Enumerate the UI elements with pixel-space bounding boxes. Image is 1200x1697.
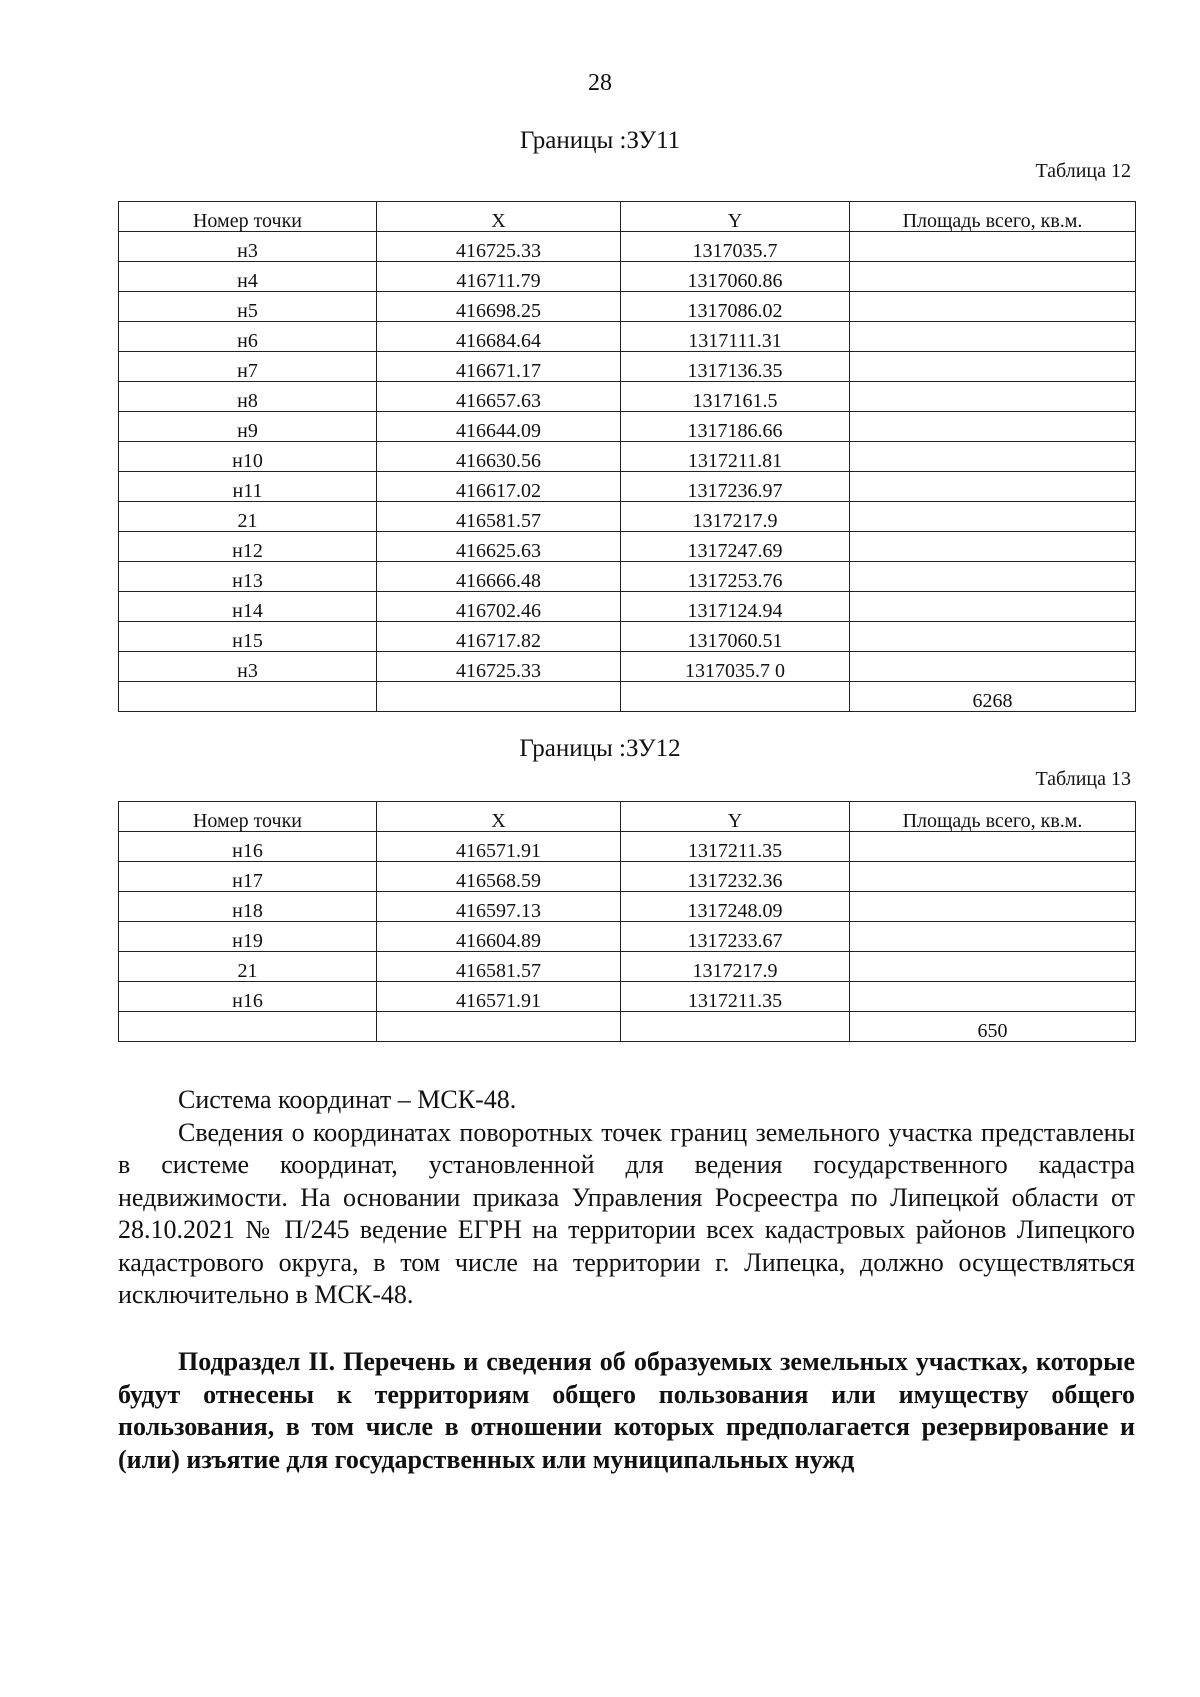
cell-text: 1317111.31 [688, 330, 782, 352]
table-cell [119, 262, 377, 292]
cell-text: 416581.57 [456, 510, 541, 532]
cell-text: 1317211.81 [687, 450, 783, 472]
table-cell [621, 982, 850, 1012]
table-header-row [119, 802, 1136, 832]
cell-text: 6268 [972, 690, 1013, 712]
table-cell [119, 892, 377, 922]
cell-text: Номер точки [192, 810, 303, 832]
table-row [119, 922, 1136, 952]
cell-text: н17 [232, 870, 263, 892]
table-row [119, 502, 1136, 532]
cell-text: 21 [237, 960, 258, 982]
paragraph-coordinate-system: Система координат – МСК-48. [178, 1085, 517, 1114]
table-cell [850, 862, 1136, 892]
table-cell [377, 502, 621, 532]
cell-text: 1317186.66 [687, 420, 783, 442]
cell-text: н16 [232, 840, 263, 862]
cell-text: Площадь всего, кв.м. [902, 810, 1083, 832]
table-cell [377, 232, 621, 262]
cell-text: н8 [237, 390, 258, 412]
cell-text: 1317233.67 [687, 930, 783, 952]
table-row [119, 952, 1136, 982]
table-cell [850, 1012, 1136, 1042]
table-cell [621, 382, 850, 412]
table-cell [119, 502, 377, 532]
cell-text: 416597.13 [456, 900, 541, 922]
table-cell [850, 622, 1136, 652]
table-row [119, 412, 1136, 442]
cell-text: 1317232.36 [687, 870, 783, 892]
cell-text: н16 [232, 990, 263, 1012]
cell-text: 416671.17 [456, 360, 541, 382]
table-label-12: Таблица 12 [1035, 160, 1131, 182]
table-cell [850, 892, 1136, 922]
table-cell [377, 562, 621, 592]
cell-text: 416717.82 [456, 630, 541, 652]
table-cell [119, 922, 377, 952]
table-cell [119, 982, 377, 1012]
table-cell [377, 1012, 621, 1042]
table-cell [377, 202, 621, 232]
table-row [119, 262, 1136, 292]
cell-text: 1317211.35 [687, 840, 783, 862]
table-cell [119, 622, 377, 652]
table-cell [850, 502, 1136, 532]
table-cell [850, 562, 1136, 592]
table-row [119, 232, 1136, 262]
table-cell [850, 652, 1136, 682]
table-total-row [119, 682, 1136, 712]
table-cell [119, 322, 377, 352]
cell-text: 416581.57 [456, 960, 541, 982]
table-cell [377, 622, 621, 652]
table-total-row [119, 1012, 1136, 1042]
table-cell [377, 382, 621, 412]
table-cell [377, 532, 621, 562]
table-cell [850, 322, 1136, 352]
cell-text: н13 [232, 570, 263, 592]
table-row [119, 862, 1136, 892]
cell-text: 1317060.51 [687, 630, 783, 652]
cell-text: н10 [232, 450, 263, 472]
table-row [119, 352, 1136, 382]
cell-text: н19 [232, 930, 263, 952]
table-cell [621, 952, 850, 982]
table-row [119, 622, 1136, 652]
table-cell [119, 202, 377, 232]
table-cell [621, 532, 850, 562]
table-cell [119, 652, 377, 682]
cell-text: Y [727, 810, 743, 832]
table-cell [850, 262, 1136, 292]
table-cell [377, 922, 621, 952]
cell-text: 1317217.9 [692, 960, 778, 982]
cell-text: 416666.48 [456, 570, 541, 592]
cell-text: Номер точки [192, 210, 303, 232]
table-cell [119, 442, 377, 472]
paragraph-coordinate-details: Сведения о координатах поворотных точек границ земельного участка представлены в системе координат, установленной для ведения государственного кадастра недвижимости. На основании приказа Управления Росреестра по Липецкой области от 28.10.2021 № П/245 ведение ЕГРН на территории всех кадастровых районов Липецкого кадастрового округа, в том числе на территории г. Липецка, должно осуществляться исключительно в МСК-48. [118, 1117, 1135, 1309]
table-cell [850, 412, 1136, 442]
cell-text: н12 [232, 540, 263, 562]
table-cell [119, 562, 377, 592]
table-cell [621, 442, 850, 472]
cell-text: 416568.59 [456, 870, 541, 892]
subsection-heading: Подраздел II. Перечень и сведения об образуемых земельных участках, которые будут отнесены к территориям общего пользования или имуществу общего пользования, в том числе в отношении которых предполагается резервирование и (или) изъятие для государственных или муниципальных нужд [118, 1347, 1135, 1474]
table-cell [850, 442, 1136, 472]
cell-text: 1317236.97 [687, 480, 783, 502]
table-cell [119, 532, 377, 562]
section-title-zu11: Границы :ЗУ11 [519, 127, 681, 154]
table-cell [377, 682, 621, 712]
table-cell [621, 1012, 850, 1042]
cell-text: н14 [232, 600, 263, 622]
cell-text: Y [727, 210, 743, 232]
table-cell [377, 982, 621, 1012]
table-cell [377, 292, 621, 322]
cell-text: 1317217.9 [692, 510, 778, 532]
cell-text: 416644.09 [456, 420, 541, 442]
table-cell [621, 322, 850, 352]
table-row [119, 982, 1136, 1012]
table-cell [377, 652, 621, 682]
cell-text: н3 [237, 660, 258, 682]
cell-text: X [491, 210, 506, 232]
cell-text: н3 [237, 240, 258, 262]
table-cell [621, 502, 850, 532]
table-cell [621, 412, 850, 442]
table-cell [621, 562, 850, 592]
table-row [119, 472, 1136, 502]
table-cell [119, 682, 377, 712]
cell-text: 416625.63 [456, 540, 541, 562]
table-cell [850, 292, 1136, 322]
coordinates-table-zu12 [118, 801, 1136, 1042]
table-cell [119, 382, 377, 412]
cell-text: 1317035.7 0 [685, 660, 785, 682]
table-cell [621, 622, 850, 652]
cell-text: X [491, 810, 506, 832]
table-cell [850, 472, 1136, 502]
table-cell [850, 592, 1136, 622]
cell-text: 416725.33 [456, 660, 541, 682]
table-cell [119, 352, 377, 382]
table-cell [119, 952, 377, 982]
table-cell [377, 952, 621, 982]
table-cell [119, 592, 377, 622]
table-cell [119, 862, 377, 892]
table-row [119, 652, 1136, 682]
table-cell [377, 832, 621, 862]
cell-text: 1317035.7 [692, 240, 778, 262]
cell-text: н5 [237, 300, 258, 322]
cell-text: 416657.63 [456, 390, 541, 412]
table-cell [621, 682, 850, 712]
table-row [119, 382, 1136, 412]
table-row [119, 892, 1136, 922]
cell-text: 1317124.94 [687, 600, 783, 622]
coordinate-system-text [118, 1084, 1135, 1312]
table-cell [850, 982, 1136, 1012]
table-cell [119, 832, 377, 862]
coordinates-table-zu11 [118, 201, 1136, 712]
table-cell [377, 322, 621, 352]
table-row [119, 562, 1136, 592]
table-cell [377, 412, 621, 442]
table-cell [850, 922, 1136, 952]
table-cell [850, 832, 1136, 862]
table-label-13: Таблица 13 [1035, 768, 1131, 790]
cell-text: 416711.79 [456, 270, 541, 292]
table-cell [850, 532, 1136, 562]
table-row [119, 532, 1136, 562]
table-cell [119, 292, 377, 322]
cell-text: 1317253.76 [687, 570, 783, 592]
cell-text: н18 [232, 900, 263, 922]
cell-text: н15 [232, 630, 263, 652]
section-title-zu12: Границы :ЗУ12 [519, 735, 681, 762]
table-cell [377, 592, 621, 622]
table-row [119, 292, 1136, 322]
cell-text: 416617.02 [456, 480, 541, 502]
cell-text: 416684.64 [456, 330, 541, 352]
cell-text: 1317247.69 [687, 540, 783, 562]
table-cell [850, 202, 1136, 232]
table-cell [377, 862, 621, 892]
table-cell [850, 352, 1136, 382]
table-cell [621, 262, 850, 292]
table-cell [621, 862, 850, 892]
table-cell [621, 652, 850, 682]
cell-text: 1317161.5 [692, 390, 778, 412]
cell-text: 416571.91 [456, 840, 541, 862]
cell-text: 1317060.86 [687, 270, 783, 292]
table-cell [119, 802, 377, 832]
table-cell [119, 232, 377, 262]
cell-text: 416630.56 [456, 450, 541, 472]
table-cell [377, 472, 621, 502]
table-cell [119, 412, 377, 442]
cell-text: 416725.33 [456, 240, 541, 262]
table-cell [377, 262, 621, 292]
cell-text: 1317248.09 [687, 900, 783, 922]
table-row [119, 832, 1136, 862]
table-cell [850, 382, 1136, 412]
table-cell [850, 232, 1136, 262]
table-cell [377, 442, 621, 472]
table-cell [119, 1012, 377, 1042]
cell-text: 416702.46 [456, 600, 541, 622]
cell-text: н6 [237, 330, 258, 352]
table-cell [621, 202, 850, 232]
cell-text: 416571.91 [456, 990, 541, 1012]
cell-text: н9 [237, 420, 258, 442]
cell-text: н11 [232, 480, 263, 502]
table-header-row [119, 202, 1136, 232]
table-cell [621, 232, 850, 262]
cell-text: 416698.25 [456, 300, 541, 322]
table-cell [850, 802, 1136, 832]
table-cell [621, 892, 850, 922]
table-cell [621, 592, 850, 622]
cell-text: 416604.89 [456, 930, 541, 952]
table-cell [621, 352, 850, 382]
table-cell [850, 952, 1136, 982]
table-row [119, 592, 1136, 622]
cell-text: 1317086.02 [687, 300, 783, 322]
table-row [119, 322, 1136, 352]
cell-text: 1317211.35 [687, 990, 783, 1012]
table-cell [621, 292, 850, 322]
table-row [119, 442, 1136, 472]
cell-text: н7 [237, 360, 258, 382]
table-cell [621, 802, 850, 832]
table-cell [621, 832, 850, 862]
cell-text: 650 [977, 1020, 1008, 1042]
table-cell [621, 922, 850, 952]
table-cell [850, 682, 1136, 712]
cell-text: Площадь всего, кв.м. [902, 210, 1083, 232]
table-cell [621, 472, 850, 502]
table-cell [377, 352, 621, 382]
table-cell [119, 472, 377, 502]
table-cell [377, 802, 621, 832]
page-number: 28 [588, 70, 612, 96]
cell-text: н4 [237, 270, 258, 292]
cell-text: 21 [237, 510, 258, 532]
table-cell [377, 892, 621, 922]
cell-text: 1317136.35 [687, 360, 783, 382]
